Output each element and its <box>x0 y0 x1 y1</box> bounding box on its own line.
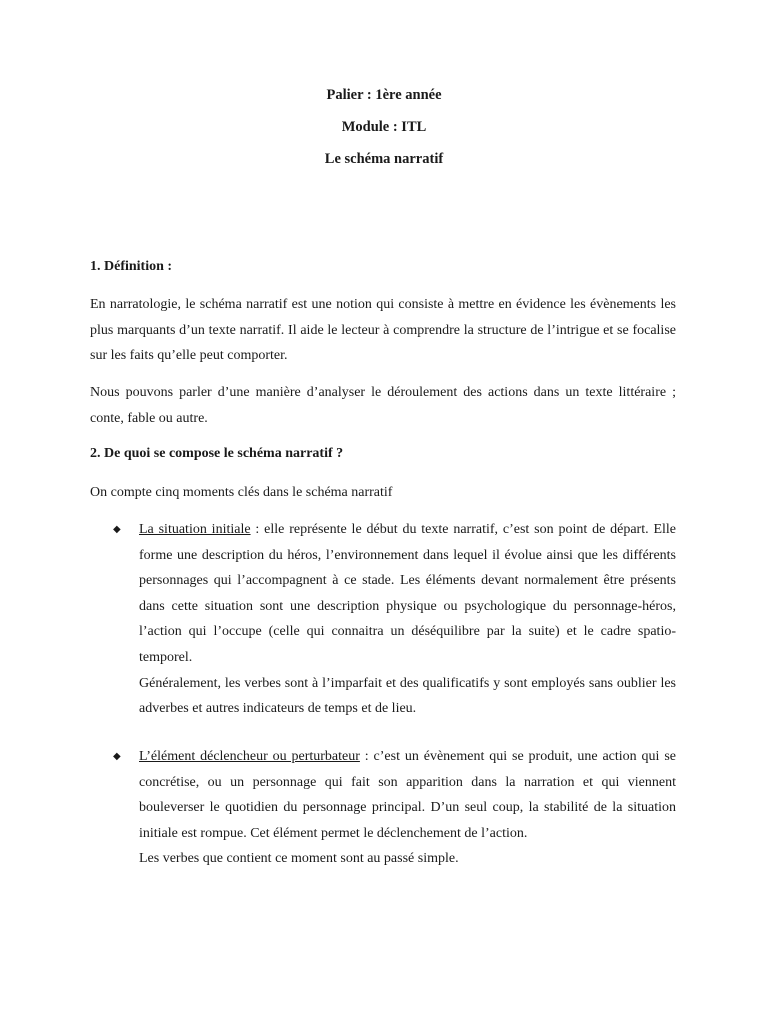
bullet-note: Les verbes que contient ce moment sont au passé simple. <box>139 851 459 867</box>
bullet-situation-initiale <box>113 517 676 722</box>
document-title: Le schéma narratif <box>324 151 444 167</box>
level-heading: Palier : 1ère année <box>326 87 442 103</box>
bullet-term: La situation initiale <box>139 522 251 537</box>
definition-paragraph-2: Nous pouvons parler d’une manière d’analyser le déroulement des actions dans un texte littéraire ; conte, fable ou autre. <box>90 385 676 426</box>
diamond-bullet-icon: ◆ <box>113 524 121 535</box>
section-1-title: 1. Définition : <box>90 259 173 274</box>
section-2-intro: On compte cinq moments clés dans le schéma narratif <box>90 485 393 500</box>
bullet-note: Généralement, les verbes sont à l’imparfait et des qualificatifs y sont employés sans oublier les adverbes et autres indicateurs de temps et de lieu. <box>139 675 676 717</box>
bullet-term: L’élément déclencheur ou perturbateur <box>139 749 360 764</box>
module-heading: Module : ITL <box>341 119 427 135</box>
bullet-text: : c’est un évènement qui se produit, une action qui se concrétise, ou un personnage qui fait son apparition dans la narration et qui viennent bouleverser le quotidien du personnage principal. D’un seul coup, la stabilité de la situation initiale est rompue. Cet élément permet le déclenchement de l’action. <box>139 749 676 841</box>
bullet-element-declencheur <box>113 744 676 872</box>
bullet-text: : elle représente le début du texte narratif, c’est son point de départ. Elle forme une description du héros, l’environnement dans lequel il évolue ainsi que les différents personnages qui l’accompagnent à ce stade. Les éléments devant normalement être présents dans cette situation sont une description physique ou psychologique du personnage-héros, l’action qui l’occupe (celle qui connaitra un déséquilibre par la suite) et le cadre spatio-temporel. <box>139 522 676 665</box>
diamond-bullet-icon: ◆ <box>113 751 121 762</box>
section-2-title: 2. De quoi se compose le schéma narratif ? <box>90 446 344 461</box>
definition-paragraph-1: En narratologie, le schéma narratif est une notion qui consiste à mettre en évidence les évènements les plus marquants d’un texte narratif. Il aide le lecteur à comprendre la structure de l’intrigue et se focalise sur les faits qu’elle peut comporter. <box>90 297 676 363</box>
